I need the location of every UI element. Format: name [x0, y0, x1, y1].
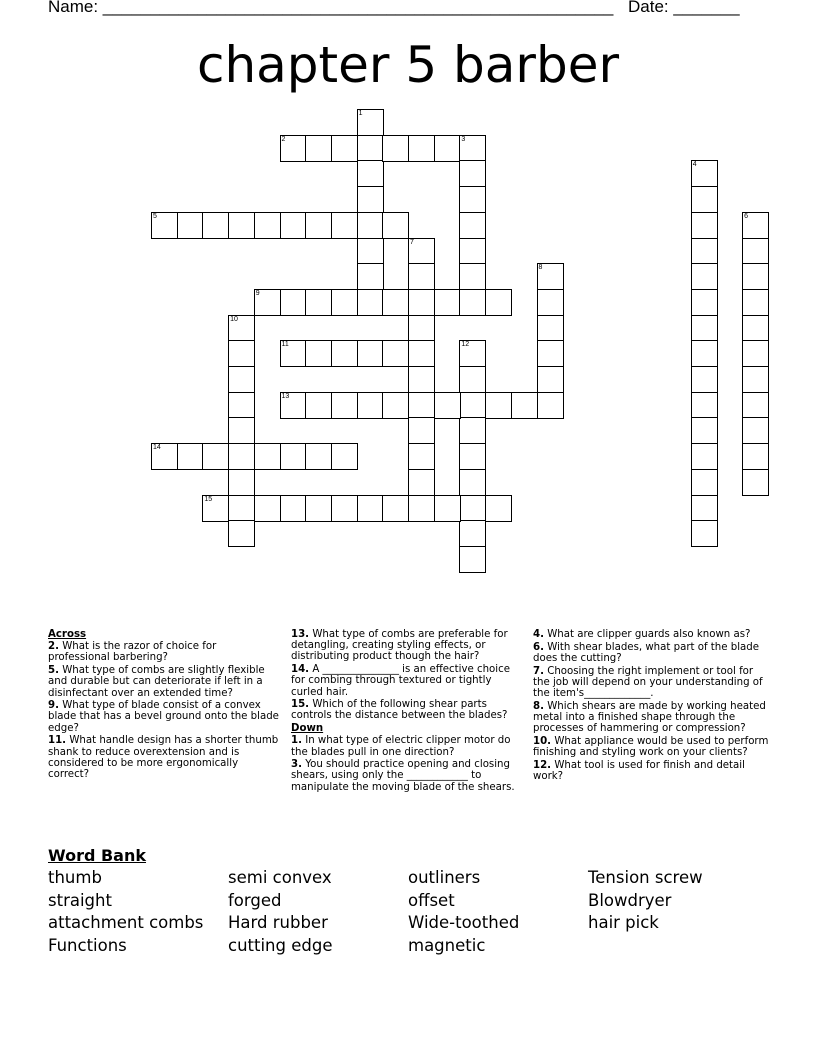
crossword-cell[interactable] — [202, 212, 229, 239]
crossword-cell[interactable] — [177, 443, 204, 470]
crossword-cell[interactable] — [459, 392, 486, 419]
crossword-cell[interactable] — [537, 289, 564, 316]
crossword-cell[interactable] — [742, 315, 769, 342]
clue-number: 14 — [153, 444, 161, 452]
crossword-cell[interactable] — [459, 443, 486, 470]
crossword-cell[interactable] — [459, 289, 486, 316]
clue-number: 1 — [358, 110, 363, 117]
word-bank-item: straight — [48, 890, 112, 910]
crossword-cell[interactable] — [408, 238, 435, 265]
crossword-cell[interactable] — [357, 186, 384, 213]
crossword-cell[interactable] — [459, 520, 486, 547]
crossword-cell[interactable] — [459, 366, 486, 393]
crossword-cell[interactable] — [511, 392, 538, 419]
crossword-cell[interactable] — [305, 340, 332, 367]
crossword-cell[interactable] — [742, 238, 769, 265]
crossword-cell[interactable] — [331, 289, 358, 316]
crossword-cell[interactable] — [691, 315, 718, 342]
crossword-cell[interactable] — [691, 289, 718, 316]
crossword-cell[interactable] — [228, 212, 255, 239]
crossword-cell[interactable] — [691, 443, 718, 470]
clue-number: 11 — [281, 341, 289, 349]
crossword-cell[interactable] — [280, 392, 307, 419]
crossword-cell[interactable] — [459, 135, 486, 162]
crossword-cell[interactable] — [459, 340, 486, 367]
crossword-cell[interactable] — [331, 212, 358, 239]
crossword-cell[interactable] — [691, 186, 718, 213]
crossword-cell[interactable] — [742, 366, 769, 393]
crossword-cell[interactable] — [459, 160, 486, 187]
crossword-cell[interactable] — [408, 495, 435, 522]
clue-down-4: 4. What are clipper guards also known as? — [533, 629, 751, 640]
word-bank-item: attachment combs — [48, 913, 204, 933]
crossword-cell[interactable] — [459, 417, 486, 444]
date-line: Date: _______ — [628, 0, 740, 16]
clue-number: 15 — [204, 495, 213, 503]
crossword-cell[interactable] — [691, 212, 718, 239]
word-bank-item: cutting edge — [228, 935, 333, 955]
crossword-cell[interactable] — [228, 495, 255, 522]
crossword-cell[interactable] — [459, 186, 486, 213]
name-line: Name: ______________________________________________________ — [48, 0, 614, 16]
crossword-cell[interactable] — [434, 392, 461, 419]
word-bank-item: Tension screw — [588, 868, 703, 887]
page-title: chapter 5 barber — [196, 36, 620, 94]
crossword-cell[interactable] — [357, 238, 384, 265]
clue-down-3: 3. You should practice opening and closing shears, using only the ____________ to manipulate the moving blade of the shears. — [291, 759, 515, 793]
clue-across-15: 15. Which of the following shear parts controls the distance between the blades? — [291, 699, 508, 722]
crossword-cell[interactable] — [280, 495, 307, 522]
crossword-cell[interactable] — [408, 289, 435, 316]
word-bank-item: hair pick — [588, 913, 659, 933]
crossword-cell[interactable] — [408, 340, 435, 367]
crossword-cell[interactable] — [357, 109, 384, 136]
word-bank-column-1 — [48, 867, 203, 957]
crossword-cell[interactable] — [228, 469, 255, 496]
clue-number: 7 — [410, 238, 414, 246]
crossword-cell[interactable] — [202, 443, 229, 470]
clue-number: 6 — [744, 212, 748, 220]
crossword-cell[interactable] — [691, 520, 718, 547]
word-bank-item: outliners — [408, 868, 481, 887]
crossword-cell[interactable] — [357, 135, 384, 162]
crossword-cell[interactable] — [537, 340, 564, 367]
crossword-cell[interactable] — [408, 263, 435, 290]
crossword-cell[interactable] — [331, 135, 358, 162]
crossword-cell[interactable] — [254, 495, 281, 522]
crossword-cell[interactable] — [691, 417, 718, 444]
crossword-cell[interactable] — [280, 135, 307, 162]
crossword-cell[interactable] — [228, 366, 255, 393]
crossword-cell[interactable] — [331, 340, 358, 367]
crossword-cell[interactable] — [254, 443, 281, 470]
clue-number: 2 — [281, 135, 286, 143]
crossword-cell[interactable] — [305, 392, 332, 419]
crossword-cell[interactable] — [537, 392, 564, 419]
word-bank-column-2 — [228, 867, 332, 957]
crossword-cell[interactable] — [485, 289, 512, 316]
crossword-cell[interactable] — [254, 212, 281, 239]
crossword-cell[interactable] — [331, 392, 358, 419]
crossword-cell[interactable] — [459, 212, 486, 239]
crossword-cell[interactable] — [691, 238, 718, 265]
crossword-cell[interactable] — [280, 340, 307, 367]
word-bank-item: magnetic — [408, 935, 486, 955]
crossword-cell[interactable] — [742, 417, 769, 444]
crossword-cell[interactable] — [382, 135, 409, 162]
crossword-cell[interactable] — [742, 469, 769, 496]
word-bank-item: offset — [408, 890, 455, 910]
crossword-cell[interactable] — [434, 135, 461, 162]
crossword-cell[interactable] — [408, 469, 435, 496]
crossword-cell[interactable] — [228, 392, 255, 419]
crossword-cell[interactable] — [691, 495, 718, 522]
crossword-cell[interactable] — [691, 469, 718, 496]
clue-across-14: 14. A _______________ is an effective choice for combing through textured or tightly curled hair. — [291, 664, 510, 698]
crossword-cell[interactable] — [280, 289, 307, 316]
crossword-cell[interactable] — [459, 263, 486, 290]
crossword-cell[interactable] — [408, 315, 435, 342]
clues-column-3 — [533, 629, 769, 784]
crossword-cell[interactable] — [408, 366, 435, 393]
crossword-cell[interactable] — [357, 212, 384, 239]
crossword-cell[interactable] — [459, 469, 486, 496]
clues-column-1 — [48, 629, 280, 782]
clue-number: 9 — [255, 289, 260, 297]
clue-number: 10 — [230, 315, 238, 323]
crossword-cell[interactable] — [537, 366, 564, 393]
crossword-cell[interactable] — [742, 443, 769, 470]
clue-down-1: 1. In what type of electric clipper motor do the blades pull in one direction? — [291, 735, 511, 758]
word-bank-column-4 — [588, 867, 703, 935]
crossword-cell[interactable] — [691, 160, 718, 187]
word-bank-item: Hard rubber — [228, 913, 328, 933]
crossword-cell[interactable] — [331, 443, 358, 470]
crossword-cell[interactable] — [305, 135, 332, 162]
crossword-cell[interactable] — [537, 315, 564, 342]
crossword-cell[interactable] — [742, 263, 769, 290]
crossword-cell[interactable] — [691, 340, 718, 367]
crossword-cell[interactable] — [305, 443, 332, 470]
clue-across-13: 13. What type of combs are preferable for detangling, creating styling effects, or distributing product though the hair? — [291, 629, 508, 663]
crossword-cell[interactable] — [459, 495, 486, 522]
crossword-cell[interactable] — [228, 315, 255, 342]
clue-number: 5 — [153, 212, 157, 220]
clue-across-11: 11. What handle design has a shorter thumb shank to reduce overextension and is considered to be more ergonomically correct? — [48, 735, 279, 780]
crossword-cell[interactable] — [742, 289, 769, 316]
clue-across-9: 9. What type of blade consist of a convex blade that has a bevel ground onto the blade edge? — [48, 700, 279, 734]
word-bank-item: Functions — [48, 935, 127, 955]
crossword-cell[interactable] — [357, 340, 384, 367]
clue-number: 4 — [692, 161, 697, 169]
crossword-cell[interactable] — [357, 495, 384, 522]
crossword-cell[interactable] — [382, 495, 409, 522]
crossword-cell[interactable] — [382, 212, 409, 239]
crossword-cell[interactable] — [357, 263, 384, 290]
word-bank-title: Word Bank — [48, 846, 147, 865]
clues-column-2 — [291, 629, 523, 794]
crossword-cell[interactable] — [742, 212, 769, 239]
crossword-cell[interactable] — [485, 392, 512, 419]
clue-across-2: 2. What is the razor of choice for professional barbering? — [48, 641, 217, 664]
clue-down-12: 12. What tool is used for finish and detail work? — [533, 759, 745, 782]
crossword-cell[interactable] — [382, 289, 409, 316]
clue-number: 13 — [281, 392, 290, 400]
crossword-cell[interactable] — [305, 212, 332, 239]
clue-number: 12 — [461, 341, 470, 349]
crossword-cell[interactable] — [459, 546, 486, 573]
word-bank-column-3 — [408, 867, 519, 957]
crossword-cell[interactable] — [331, 495, 358, 522]
word-bank-item: semi convex — [228, 868, 332, 887]
crossword-cell[interactable] — [382, 340, 409, 367]
crossword-cell[interactable] — [357, 160, 384, 187]
crossword-cell[interactable] — [537, 263, 564, 290]
down-heading: Down — [291, 723, 324, 735]
crossword-cell[interactable] — [202, 495, 229, 522]
crossword-cell[interactable] — [357, 289, 384, 316]
word-bank-item: Wide-toothed — [408, 913, 520, 933]
crossword-cell[interactable] — [434, 289, 461, 316]
crossword-cell[interactable] — [254, 289, 281, 316]
crossword-cell[interactable] — [228, 520, 255, 547]
crossword-cell[interactable] — [228, 443, 255, 470]
crossword-cell[interactable] — [357, 392, 384, 419]
crossword-cell[interactable] — [408, 443, 435, 470]
clue-number: 3 — [461, 135, 466, 143]
crossword-cell[interactable] — [742, 392, 769, 419]
clue-down-8: 8. Which shears are made by working heated metal into a finished shape through the processes of hammering or compression? — [533, 700, 766, 735]
crossword-cell[interactable] — [280, 443, 307, 470]
clue-down-10: 10. What appliance would be used to perform finishing and styling work on your clients? — [533, 735, 769, 759]
word-bank-item: Blowdryer — [588, 890, 672, 910]
crossword-cell[interactable] — [459, 238, 486, 265]
clue-down-7: 7. Choosing the right implement or tool for the job will depend on your understanding of the item's_____________. — [533, 665, 763, 700]
crossword-cell[interactable] — [305, 495, 332, 522]
clue-down-6: 6. With shear blades, what part of the blade does the cutting? — [533, 641, 760, 664]
crossword-cell[interactable] — [408, 135, 435, 162]
crossword-cell[interactable] — [691, 263, 718, 290]
crossword-cell[interactable] — [691, 392, 718, 419]
crossword-cell[interactable] — [151, 443, 178, 470]
crossword-cell[interactable] — [228, 340, 255, 367]
crossword-cell[interactable] — [408, 392, 435, 419]
crossword-cell[interactable] — [305, 289, 332, 316]
crossword-cell[interactable] — [691, 366, 718, 393]
word-bank-item: forged — [228, 890, 282, 910]
across-heading: Across — [48, 629, 87, 640]
word-bank-item: thumb — [48, 868, 102, 887]
crossword-cell[interactable] — [408, 417, 435, 444]
crossword-cell[interactable] — [485, 495, 512, 522]
crossword-cell[interactable] — [151, 212, 178, 239]
crossword-cell[interactable] — [382, 392, 409, 419]
crossword-cell[interactable] — [742, 340, 769, 367]
clue-number: 8 — [538, 264, 543, 272]
crossword-cell[interactable] — [280, 212, 307, 239]
crossword-cell[interactable] — [434, 495, 461, 522]
crossword-cell[interactable] — [177, 212, 204, 239]
clue-across-5: 5. What type of combs are slightly flexible and durable but can deteriorate if left in a disinfectant over an extended time? — [48, 665, 265, 699]
crossword-cell[interactable] — [228, 417, 255, 444]
